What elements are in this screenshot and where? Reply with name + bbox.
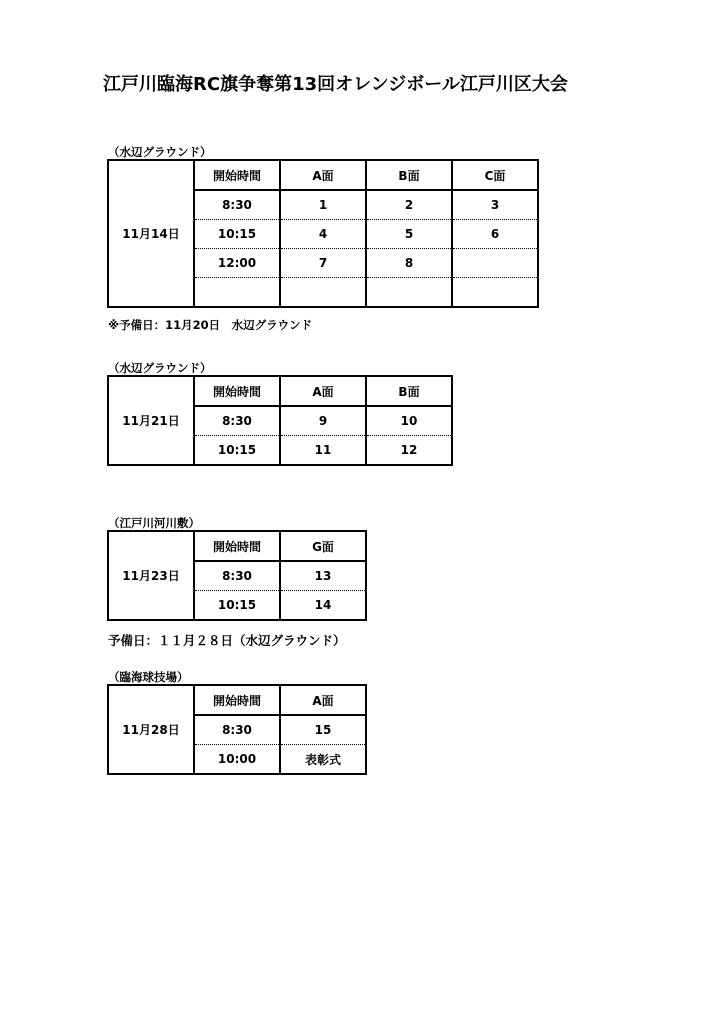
award-ceremony-cell: 表彰式 [280,745,366,775]
time-cell [194,278,280,308]
header-cell: G面 [280,531,366,561]
match-cell: 8 [366,249,452,278]
match-cell: 13 [280,561,366,591]
header-cell: A面 [280,160,366,190]
match-cell [366,278,452,308]
reserve-day-note: 予備日：１１月２８日（水辺グラウンド） [108,633,346,648]
match-cell: 10 [366,406,452,436]
match-cell [452,249,538,278]
reserve-day-note: ※予備日：11月20日 水辺グラウンド [108,318,313,332]
date-cell: 11月23日 [108,531,194,620]
venue-caption: （水辺グラウンド） [108,361,212,375]
table-header-row [108,685,366,715]
time-cell: 10:15 [194,436,280,466]
time-cell: 10:15 [194,220,280,249]
header-cell: A面 [280,376,366,406]
match-cell: 14 [280,591,366,621]
header-cell: B面 [366,376,452,406]
match-cell: 4 [280,220,366,249]
date-cell: 11月28日 [108,685,194,774]
header-cell: 開始時間 [194,685,280,715]
header-cell: B面 [366,160,452,190]
header-cell: 開始時間 [194,160,280,190]
date-cell: 11月21日 [108,376,194,465]
match-cell: 9 [280,406,366,436]
match-cell: 3 [452,190,538,220]
schedule-table [107,530,367,621]
match-cell: 2 [366,190,452,220]
date-cell: 11月14日 [108,160,194,307]
match-cell: 6 [452,220,538,249]
page-title: 江戸川臨海RC旗争奪第13回オレンジボール江戸川区大会 [103,74,568,95]
time-cell: 10:15 [194,591,280,621]
schedule-table [107,684,367,775]
match-cell: 12 [366,436,452,466]
header-cell: 開始時間 [194,376,280,406]
header-cell: A面 [280,685,366,715]
header-cell: 開始時間 [194,531,280,561]
match-cell: 7 [280,249,366,278]
time-cell: 8:30 [194,406,280,436]
time-cell: 8:30 [194,715,280,745]
schedule-table [107,375,453,466]
venue-caption: （水辺グラウンド） [108,145,212,159]
match-cell: 1 [280,190,366,220]
schedule-table [107,159,539,308]
header-cell: C面 [452,160,538,190]
time-cell: 8:30 [194,561,280,591]
match-cell: 15 [280,715,366,745]
table-header-row [108,160,538,190]
match-cell: 11 [280,436,366,466]
match-cell [452,278,538,308]
table-header-row [108,376,452,406]
table-header-row [108,531,366,561]
venue-caption: （臨海球技場） [108,670,189,684]
time-cell: 12:00 [194,249,280,278]
match-cell [280,278,366,308]
match-cell: 5 [366,220,452,249]
time-cell: 10:00 [194,745,280,775]
time-cell: 8:30 [194,190,280,220]
venue-caption: （江戸川河川敷） [108,516,200,530]
